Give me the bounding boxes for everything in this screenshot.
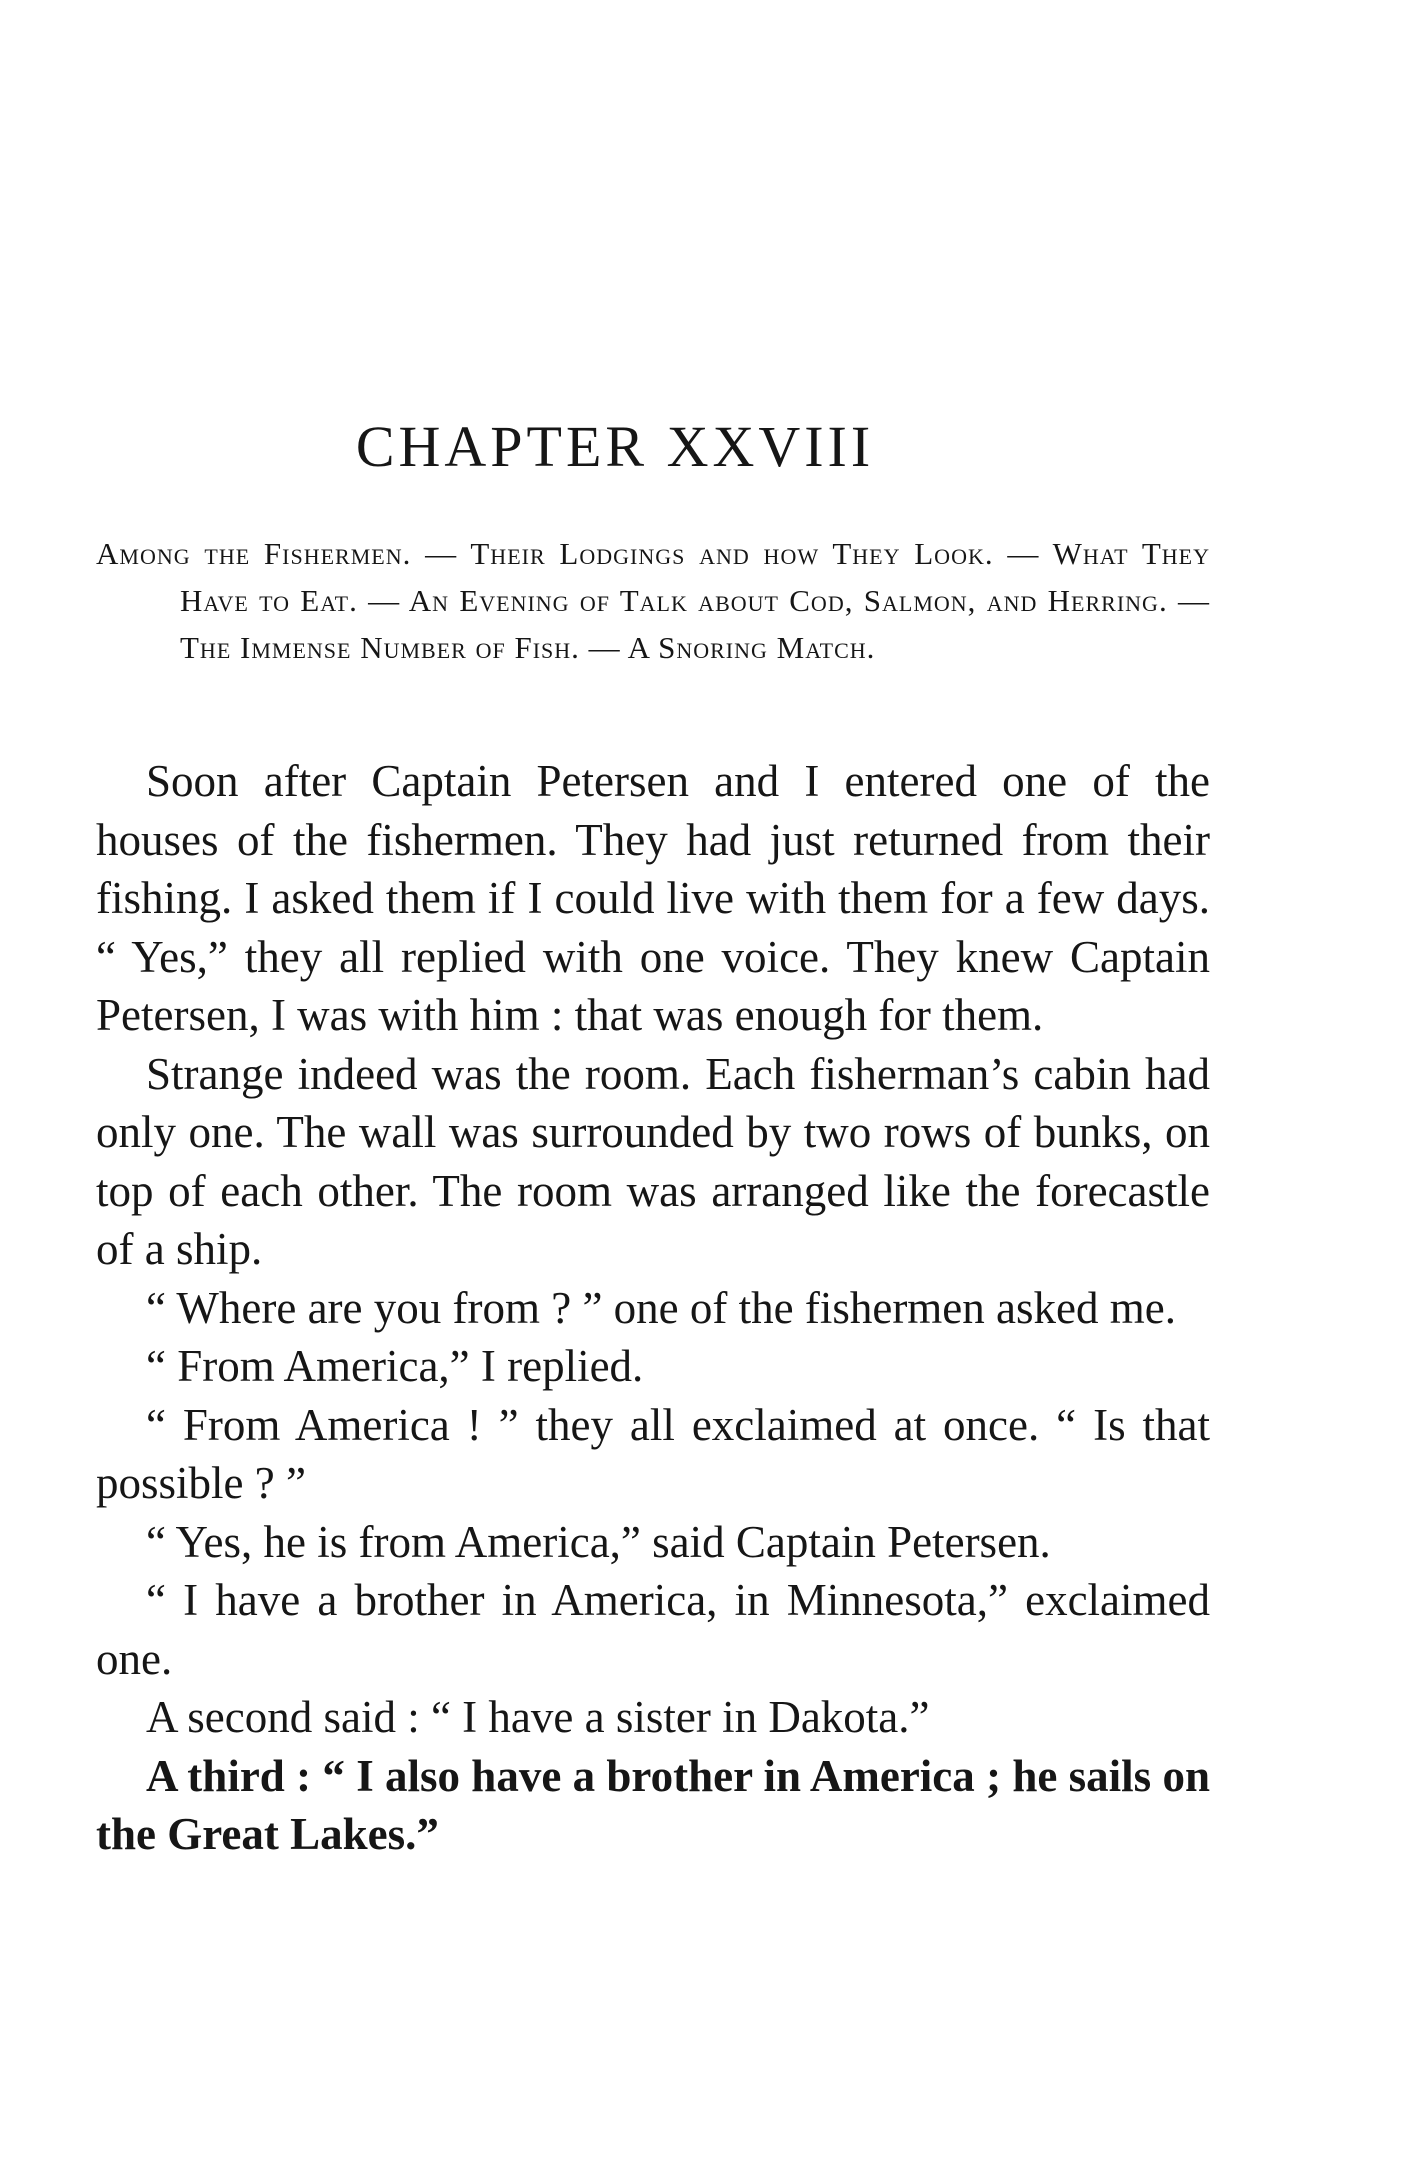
paragraph: “ Yes, he is from America,” said Captain Petersen. bbox=[146, 1516, 1051, 1567]
paragraph: “ I have a brother in America, in Minnesota,” exclaimed one. bbox=[96, 1575, 1210, 1684]
chapter-summary: Among the Fishermen. — Their Lodgings and how They Look. — What They Have to Eat. — An Evening of Talk about Cod, Salmon, and Herring. — The Immense Number of Fish. — A Snoring Match. bbox=[96, 536, 1210, 665]
paragraph: Soon after Captain Petersen and I entered one of the houses of the fishermen. They had just returned from their fishing. I asked them if I could live with them for a few days. “ Yes,” they all replied with one voice. They knew Captain Petersen, I was with him : that was enough for them. bbox=[96, 756, 1210, 1040]
chapter-title: CHAPTER XXVIII bbox=[355, 414, 875, 479]
paragraph: “ From America,” I replied. bbox=[146, 1341, 644, 1391]
paragraph: A second said : “ I have a sister in Dakota.” bbox=[146, 1692, 930, 1742]
paragraph: “ Where are you from ? ” one of the fishermen asked me. bbox=[146, 1282, 1176, 1333]
paragraph: Strange indeed was the room. Each fisherman’s cabin had only one. The wall was surrounded by two rows of bunks, on top of each other. The room was arranged like the forecastle of a ship. bbox=[96, 1048, 1210, 1274]
paragraph: “ From America ! ” they all exclaimed at once. “ Is that possible ? ” bbox=[96, 1399, 1210, 1508]
body-text bbox=[96, 752, 1210, 1864]
paragraph: A third : “ I also have a brother in America ; he sails on the Great Lakes.” bbox=[96, 1750, 1210, 1859]
